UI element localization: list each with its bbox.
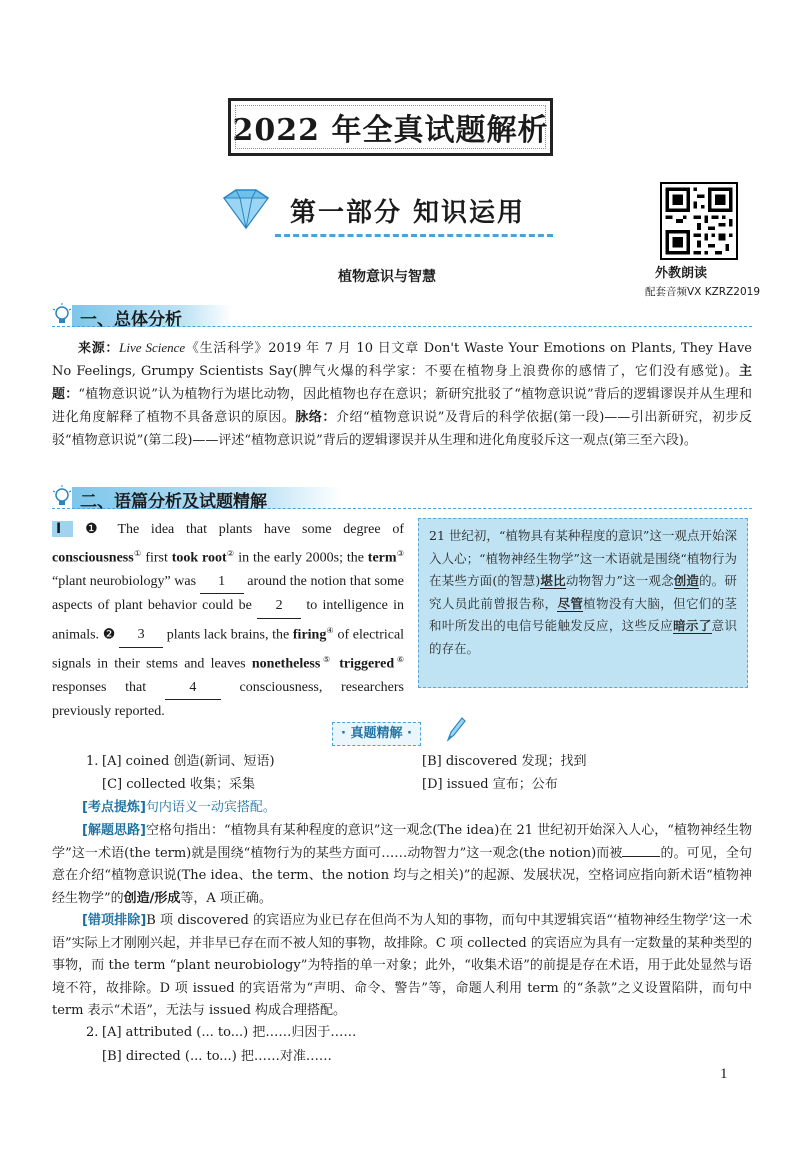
note-keyword-although: 尽管 [557,595,584,611]
key-point-tag: [考点提炼] [82,800,146,815]
sentence2-part-b: of electrical signals in their stems and leaves [52,627,405,672]
q2-option-b[interactable]: [B] directed (... to...) 把……对准…… [102,1049,332,1064]
footnote-3: ③ [396,548,405,558]
note-part-g: 植物没有大脑，但它们的茎和叶所发出的电信号能触发反应，这些反应 [429,595,737,633]
solution-text-a: 空格句指出：“植物具有某种程度的意识”这一观念(The idea)在 21 世纪初开始深入人心，“植物神经生物学”这一术语(the term)就是围绕“植物行为的某些方面可……动物智力”这一观念(the notion)而被 [52,823,752,861]
blank-3[interactable]: 3 [119,623,163,648]
note-part-a: 21 世纪初，“植物具有某种程度的意识”这一观点开始深入人心；“植物神经生物学”这一术语就是围绕“植物行为在某些方面(的智慧) [429,528,737,588]
theme-label: 主题： [52,364,752,402]
sentence1-part-d: “plant neurobiology” was [52,573,197,589]
sentence1-part-a: The idea that plants have some degree of [117,522,404,537]
note-part-i: 意识的存在。 [429,618,737,656]
page-number: 1 [720,1066,728,1082]
sentence2-part-d: consciousness, researchers previously reported. [52,679,405,720]
pen-icon [444,714,466,742]
main-title-box [228,98,553,156]
vocab-took-root: took root [171,550,227,566]
qr-audio-note: 配套音频VX KZRZ2019 [645,286,761,298]
section1-rule [52,326,752,327]
footnote-4: ④ [326,625,334,635]
sentence2-part-c: responses that [52,679,147,695]
eliminate-tag: [错项排除] [82,913,147,928]
qr-label: 外教朗读 [655,266,708,281]
sentence2-number: ❷ [102,627,116,643]
solution-text-b: 的。可见，全句意在介绍“植物意识说(The idea、the term、the notion 均与之相关)”的起源、发展状况，空格词应指向新术语“植物神经生物学”的 [52,845,752,906]
overview-paragraph [52,336,752,452]
part-title: 第一部分 知识运用 [290,198,526,228]
sentence1-part-f: to intelligence in animals. [52,598,404,643]
q1-solution [52,820,752,910]
q1-number: 1. [86,754,99,769]
vocab-firing: firing [292,627,327,643]
note-keyword-comparable: 堪比 [540,573,566,588]
solution-answer-keyword: 创造/形成 [123,890,181,906]
q1-eliminate [52,910,752,1023]
source-text: 《生活科学》2019 年 7 月 10 日文章 Don't Waste Your Emotions on Plants, They Have No Feelings, Grumpy Scientists Say(脾气火爆的科学家：不要在植物身上浪费你的感情了，它们没有感觉)。 [52,341,752,379]
main-title: 2022 年全真试题解析 [232,113,549,148]
vocab-term: term [367,550,397,566]
eliminate-text: B 项 discovered 的宾语应为业已存在但尚不为人知的事物，而句中其逻辑宾语“‘植物神经生物学’这一术语”实际上才刚刚兴起，并非早已存在而不被人知的事物，故排除。C 项 collected 的宾语应为具有一定数量的某种类型的事物，而 the term “plant neurobiology”为特指的单一对象；此外，“收集术语”的前提是存在术语，用于此处显然与语境不符，故排除。D 项 issued 的宾语常为“声明、命令、警告”等，命题人利用 term 的“条款”之义设置陷阱，而句中 term 表示“术语”，无法与 issued 构成合理搭配。 [52,913,752,1018]
sentence1-part-c: in the early 2000s; the [238,550,364,566]
paragraph-roman-numeral: Ⅰ [52,521,73,537]
diamond-icon [216,188,276,230]
q2-option-a[interactable]: [A] attributed (... to...) 把……归因于…… [102,1025,357,1040]
q1-option-b[interactable]: [B] discovered 发现；找到 [422,754,587,769]
q1-option-a[interactable]: [A] coined 创造(新词、短语) [102,754,275,769]
sentence1-number: ❶ [85,522,106,537]
section1-heading: 一、总体分析 [80,310,182,330]
source-magazine: Live Science [119,340,186,355]
blank-2[interactable]: 2 [257,594,301,619]
footnote-1: ① [133,548,142,558]
q1-key-point [52,797,752,820]
translation-note [418,518,748,688]
note-keyword-suggest: 暗示了 [673,618,712,633]
q1-option-c[interactable]: [C] collected 收集；采集 [102,777,255,792]
solution-text-c: 等，A 项正确。 [180,890,272,906]
note-part-c: 动物智力”这一观念 [565,573,674,588]
english-passage [52,518,404,724]
footnote-2: ② [226,548,235,558]
vocab-nonetheless: nonetheless [251,656,321,672]
sentence2-part-a: plants lack brains, the [166,627,290,643]
blank-1[interactable]: 1 [200,570,244,595]
vein-label: 脉络： [295,410,336,425]
section2-header [52,485,752,512]
analysis-badge: · 真题精解 · [332,722,421,746]
sentence1-part-b: first [145,550,168,566]
lightbulb-icon [52,485,72,509]
section1-header [52,303,752,330]
q2-number: 2. [86,1025,99,1040]
solution-tag: [解题思路] [82,823,146,838]
section2-rule [52,508,752,509]
theme-text: “植物意识说”认为植物行为堪比动物，因此植物也存在意识；新研究批驳了“植物意识说”背后的逻辑谬误并从生理和进化角度解释了植物不具备意识的原因。 [52,387,752,425]
footnote-5: ⑤ [320,654,333,664]
blank-4[interactable]: 4 [165,676,221,701]
passage-subtitle: 植物意识与智慧 [338,269,436,285]
key-point-text: 句内语义一动宾搭配。 [145,800,276,815]
q1-option-d[interactable]: [D] issued 宣布；公布 [422,777,558,792]
note-keyword-create: 创造 [673,573,700,588]
section2-heading: 二、语篇分析及试题精解 [80,492,267,512]
qr-code-icon[interactable] [660,182,738,260]
sentence1-part-e: around the notion that some aspects of plant behavior could be [52,573,404,614]
footnote-6: ⑥ [394,654,405,664]
vocab-consciousness: consciousness [52,550,134,566]
note-part-e: 的。研究人员此前曾报告称， [429,573,737,611]
lightbulb-icon [52,303,72,327]
solution-blank [622,856,660,857]
vein-text: 介绍“植物意识说”及背后的科学依据(第一段)——引出新研究，初步反驳“植物意识说”(第二段)——评述“植物意识说”背后的逻辑谬误并从生理和进化角度驳斥这一观点(第三至六段)。 [52,410,752,448]
part-title-divider [275,234,553,237]
source-label: 来源： [78,341,120,356]
vocab-triggered: triggered [339,656,395,672]
